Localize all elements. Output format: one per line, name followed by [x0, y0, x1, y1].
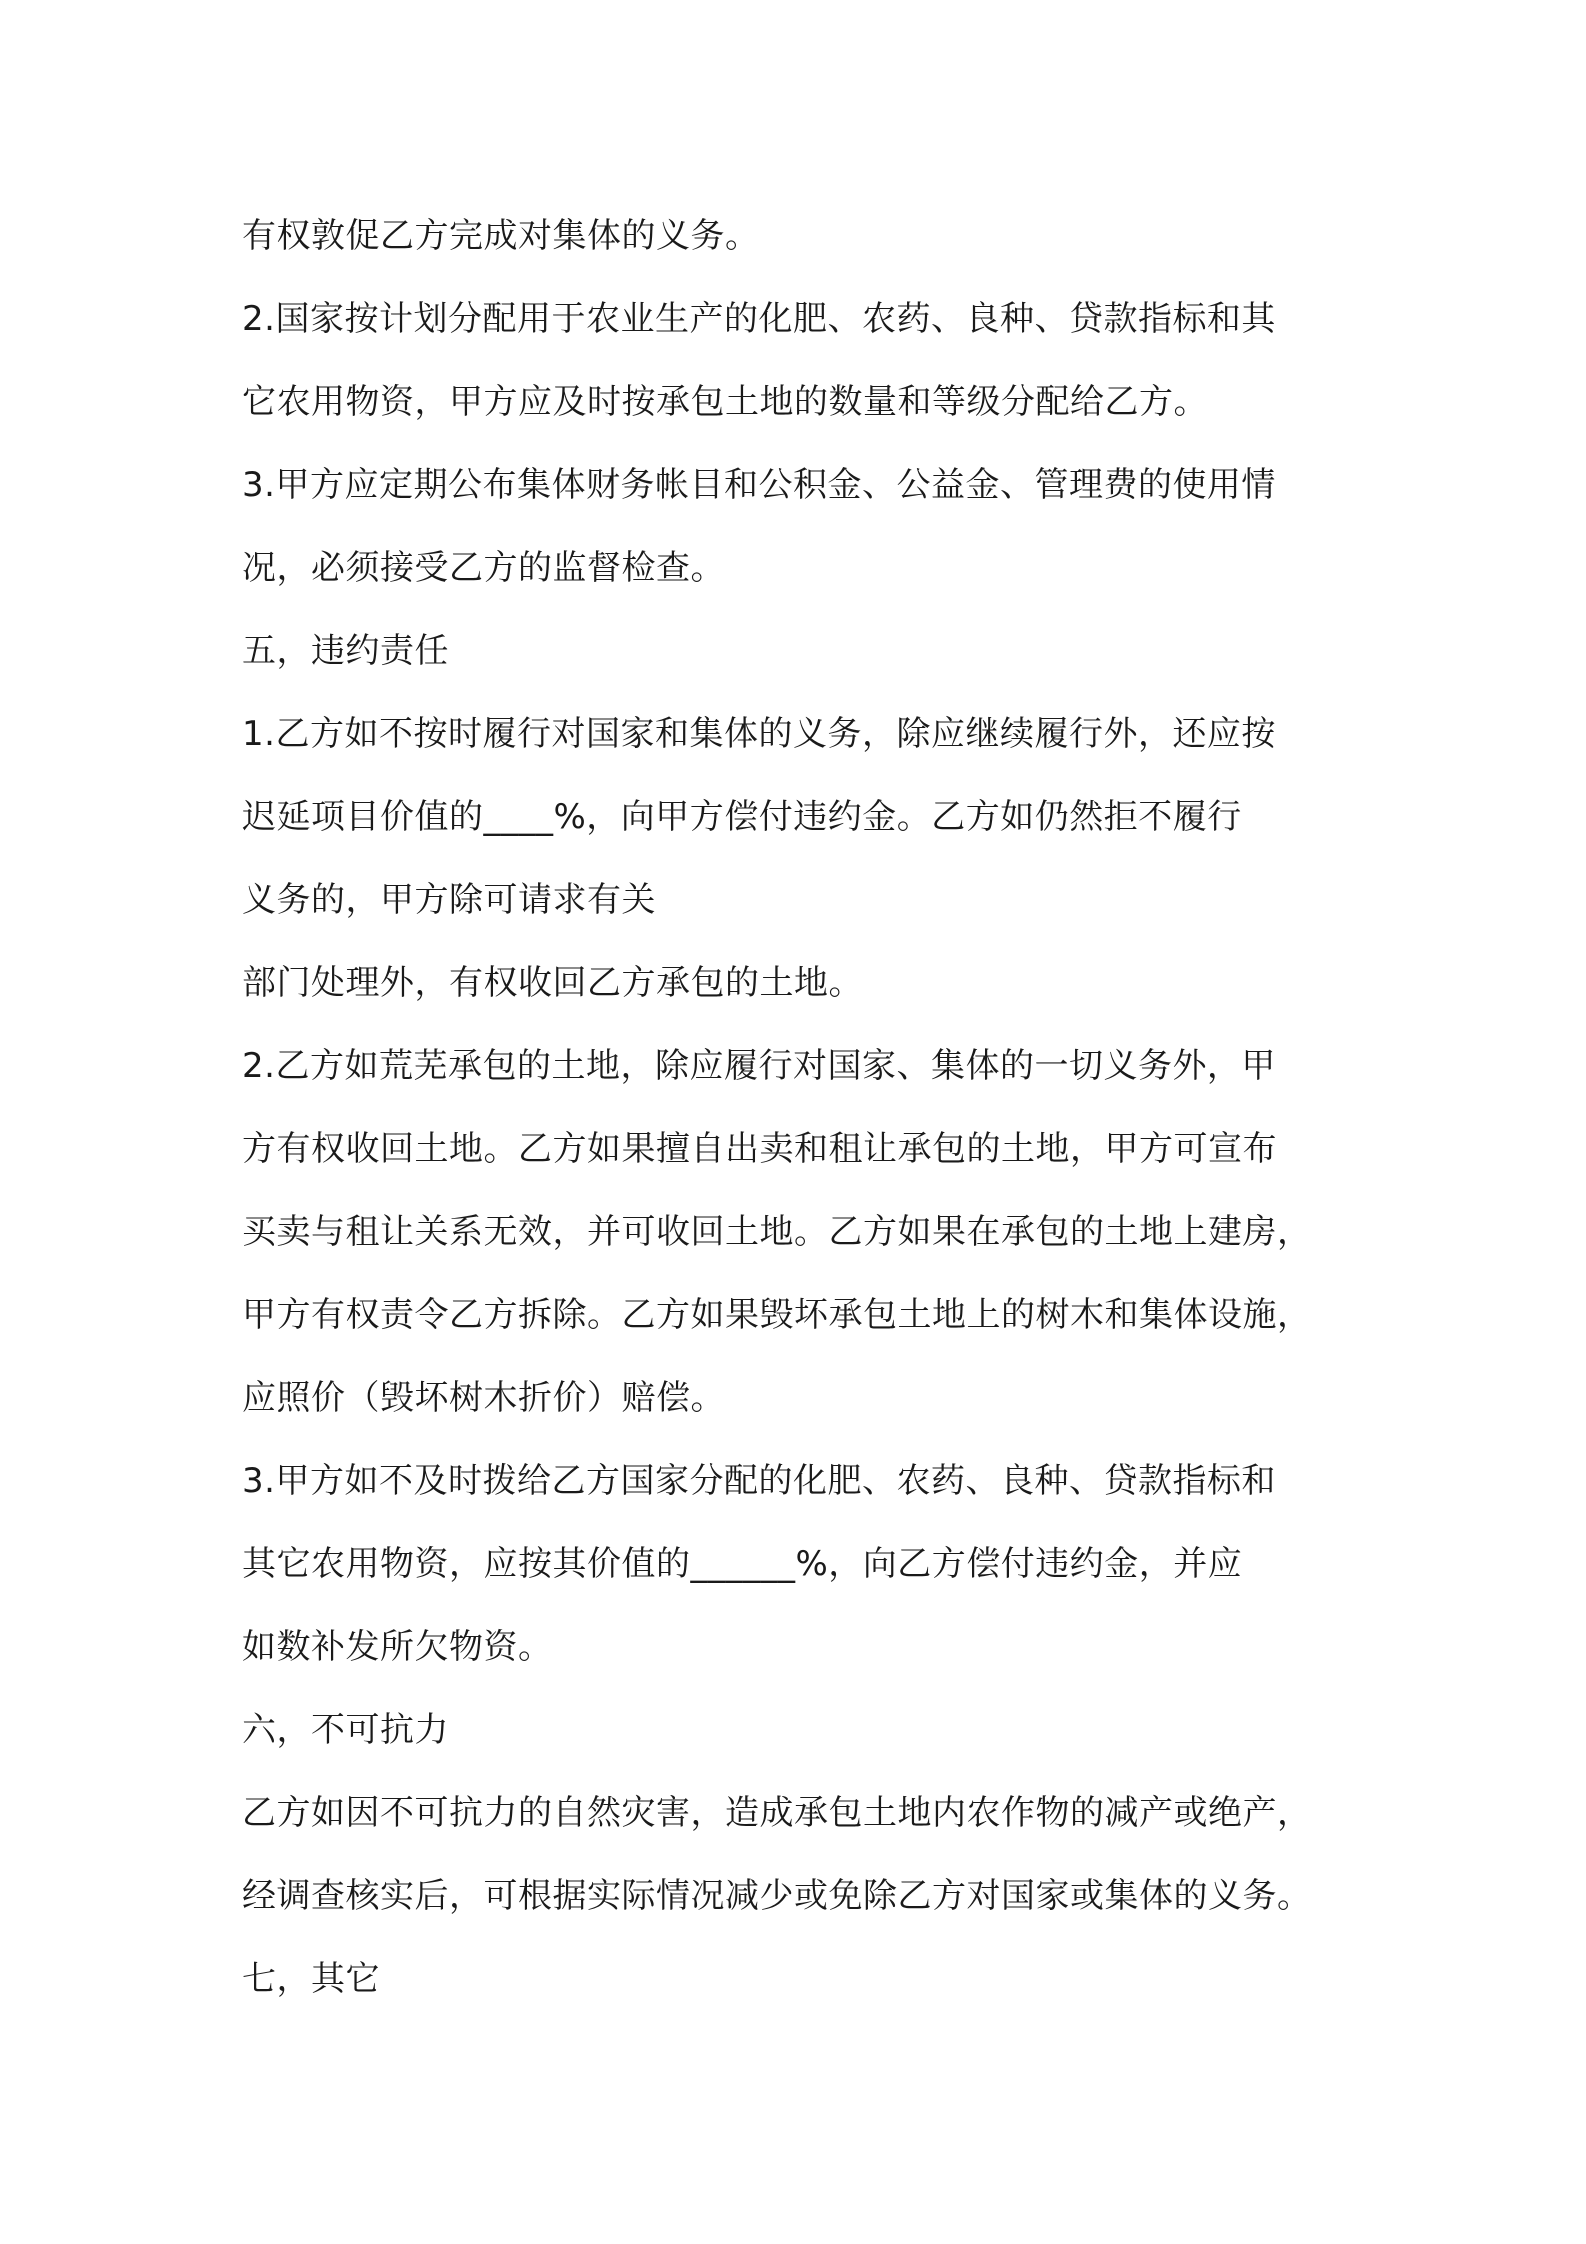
text-line: 有权敦促乙方完成对集体的义务。: [242, 216, 760, 256]
text-line: 方有权收回土地。乙方如果擅自出卖和租让承包的土地，甲方可宣布: [242, 1129, 1277, 1169]
text-line: 2.乙方如荒芜承包的土地，除应履行对国家、集体的一切义务外，甲: [242, 1046, 1276, 1086]
text-line: 如数补发所欠物资。: [242, 1627, 553, 1667]
text-line: 迟延项目价值的____%，向甲方偿付违约金。乙方如仍然拒不履行: [242, 797, 1242, 837]
text-line: 况，必须接受乙方的监督检查。: [242, 548, 725, 588]
text-line: 应照价（毁坏树木折价）赔偿。: [242, 1378, 725, 1418]
section-heading: 六，不可抗力: [242, 1710, 449, 1750]
text-line: 买卖与租让关系无效，并可收回土地。乙方如果在承包的土地上建房，: [242, 1212, 1312, 1252]
text-line: 2.国家按计划分配用于农业生产的化肥、农药、良种、贷款指标和其: [242, 299, 1276, 339]
text-line: 3.甲方如不及时拨给乙方国家分配的化肥、农药、良种、贷款指标和: [242, 1461, 1276, 1501]
text-line: 甲方有权责令乙方拆除。乙方如果毁坏承包土地上的树木和集体设施，: [242, 1295, 1312, 1335]
text-line: 它农用物资，甲方应及时按承包土地的数量和等级分配给乙方。: [242, 382, 1208, 422]
section-heading: 五，违约责任: [242, 631, 449, 671]
text-line: 义务的，甲方除可请求有关: [242, 880, 656, 920]
text-line: 3.甲方应定期公布集体财务帐目和公积金、公益金、管理费的使用情: [242, 465, 1276, 505]
text-line: 其它农用物资，应按其价值的______%，向乙方偿付违约金，并应: [242, 1544, 1243, 1584]
text-line: 1.乙方如不按时履行对国家和集体的义务，除应继续履行外，还应按: [242, 714, 1276, 754]
document-body: [242, 195, 1382, 2021]
text-line: 部门处理外，有权收回乙方承包的土地。: [242, 963, 863, 1003]
text-line: 乙方如因不可抗力的自然灾害，造成承包土地内农作物的减产或绝产，: [242, 1793, 1312, 1833]
text-line: 经调查核实后，可根据实际情况减少或免除乙方对国家或集体的义务。: [242, 1876, 1312, 1916]
section-heading: 七，其它: [242, 1959, 380, 1999]
